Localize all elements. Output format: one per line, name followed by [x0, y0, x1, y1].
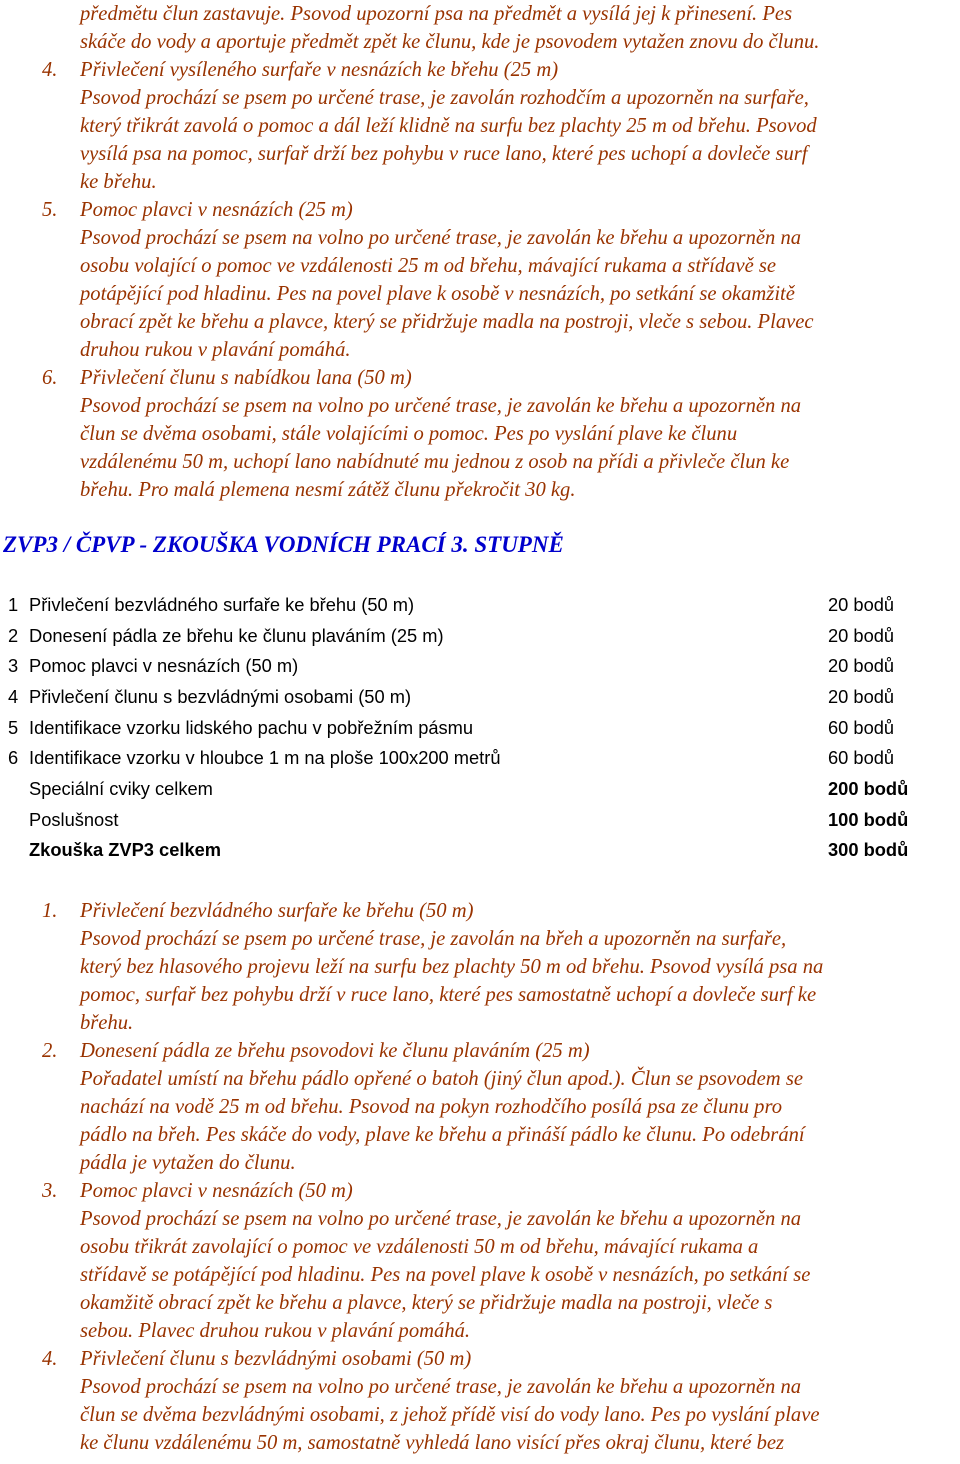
row-number: 2 — [8, 625, 19, 646]
text-line: ke člunu vzdálenému 50 m, samostatně vyhledá lano visící přes okraj člunu, které bez — [80, 1432, 785, 1454]
row-label: Přivlečení bezvládného surfaře ke břehu (50 m) — [29, 594, 415, 615]
text-line: předmětu člun zastavuje. Psovod upozorní psa na předmět a vysílá jej k přinesení. Pes — [80, 3, 793, 25]
row-points: 60 bodů — [828, 717, 895, 738]
text-line: vzdálenému 50 m, uchopí lano nabídnuté mu jednou z osob na přídi a přivleče člun ke — [80, 451, 790, 473]
row-label: Identifikace vzorku v hloubce 1 m na ploše 100x200 metrů — [29, 747, 501, 768]
text-line: střídavě se potápějící pod hladinu. Pes na povel plave k osobě v nesnázích, po setkání se — [80, 1264, 811, 1286]
text-line: osobu třikrát zavolající o pomoc ve vzdálenosti 50 m od břehu, mávající rukama a — [80, 1236, 759, 1258]
item-number: 1. — [42, 900, 58, 922]
text-line: sebou. Plavec druhou rukou v plavání pomáhá. — [80, 1320, 471, 1342]
item-number: 4. — [42, 59, 58, 81]
item-number: 5. — [42, 199, 58, 221]
text-line: vysílá psa na pomoc, surfař drží bez pohybu v ruce lano, které pes uchopí a dovleče surf — [80, 143, 808, 165]
item-title: Pomoc plavci v nesnázích (50 m) — [80, 1180, 353, 1202]
section-heading: ZVP3 / ČPVP - ZKOUŠKA VODNÍCH PRACÍ 3. STUPNĚ — [3, 532, 564, 557]
row-label: Identifikace vzorku lidského pachu v pobřežním pásmu — [29, 717, 474, 738]
row-label: Přivlečení člunu s bezvládnými osobami (50 m) — [29, 686, 412, 707]
item-title: Přivlečení bezvládného surfaře ke břehu (50 m) — [80, 900, 474, 922]
text-line: potápějící pod hladinu. Pes na povel plave k osobě v nesnázích, po setkání se okamžitě — [80, 283, 795, 305]
item-title: Donesení pádla ze břehu psovodovi ke člunu plaváním (25 m) — [80, 1040, 590, 1062]
row-points: 60 bodů — [828, 747, 895, 768]
summary-points: 200 bodů — [828, 778, 909, 799]
text-line: který bez hlasového projevu leží na surfu bez plachty 50 m od břehu. Psovod vysílá psa na — [80, 956, 824, 978]
text-line: který třikrát zavolá o pomoc a dál leží klidně na surfu bez plachty 25 m od břehu. Psovod — [80, 115, 817, 137]
text-line: Pořadatel umístí na břehu pádlo opřené o batoh (jiný člun apod.). Člun se psovodem se — [80, 1068, 803, 1090]
text-line: okamžitě obrací zpět ke břehu a plavce, který se přidržuje madla na postroji, vleče s — [80, 1292, 773, 1314]
summary-points: 300 bodů — [828, 839, 909, 860]
summary-points: 100 bodů — [828, 809, 909, 830]
text-line: Psovod prochází se psem na volno po určené trase, je zavolán ke břehu a upozorněn na — [80, 1376, 802, 1398]
item-number: 2. — [42, 1040, 58, 1062]
row-number: 5 — [8, 717, 19, 738]
text-line: druhou rukou v plavání pomáhá. — [80, 339, 351, 361]
row-label: Donesení pádla ze břehu ke člunu plaváním (25 m) — [29, 625, 444, 646]
row-points: 20 bodů — [828, 625, 895, 646]
row-number: 1 — [8, 594, 19, 615]
text-line: Psovod prochází se psem po určené trase, je zavolán na břeh a upozorněn na surfaře, — [80, 928, 787, 950]
text-line: pomoc, surfař bez pohybu drží v ruce lano, které pes samostatně uchopí a dovleče surf ke — [80, 984, 817, 1006]
text-line: skáče do vody a aportuje předmět zpět ke člunu, kde je psovodem vytažen znovu do člunu. — [80, 31, 820, 53]
item-number: 4. — [42, 1348, 58, 1370]
text-line: člun se dvěma osobami, stále volajícími o pomoc. Pes po vyslání plave ke člunu — [80, 423, 738, 445]
text-line: břehu. — [80, 1012, 134, 1034]
item-title: Pomoc plavci v nesnázích (25 m) — [80, 199, 353, 221]
text-line: obrací zpět ke břehu a plavce, který se přidržuje madla na postroji, vleče s sebou. Plavec — [80, 311, 814, 333]
row-number: 3 — [8, 655, 19, 676]
item-title: Přivlečení člunu s bezvládnými osobami (50 m) — [80, 1348, 472, 1370]
text-line: člun se dvěma bezvládnými osobami, z jehož přídě visí do vody lano. Pes po vyslání plave — [80, 1404, 820, 1426]
item-number: 3. — [42, 1180, 58, 1202]
item-title: Přivlečení člunu s nabídkou lana (50 m) — [80, 367, 412, 389]
row-points: 20 bodů — [828, 594, 895, 615]
item-title: Přivlečení vysíleného surfaře v nesnázích ke břehu (25 m) — [80, 59, 559, 81]
summary-label: Speciální cviky celkem — [29, 778, 213, 799]
row-points: 20 bodů — [828, 686, 895, 707]
row-label: Pomoc plavci v nesnázích (50 m) — [29, 655, 299, 676]
text-line: ke břehu. — [80, 171, 157, 193]
text-line: břehu. Pro malá plemena nesmí zátěž člunu překročit 30 kg. — [80, 479, 576, 501]
item-number: 6. — [42, 367, 58, 389]
text-line: osobu volající o pomoc ve vzdálenosti 25 m od břehu, mávající rukama a střídavě se — [80, 255, 777, 277]
text-line: Psovod prochází se psem po určené trase, je zavolán rozhodčím a upozorněn na surfaře, — [80, 87, 809, 109]
text-line: Psovod prochází se psem na volno po určené trase, je zavolán ke břehu a upozorněn na — [80, 395, 802, 417]
row-points: 20 bodů — [828, 655, 895, 676]
text-line: Psovod prochází se psem na volno po určené trase, je zavolán ke břehu a upozorněn na — [80, 227, 802, 249]
summary-label: Poslušnost — [29, 809, 119, 830]
summary-label: Zkouška ZVP3 celkem — [29, 839, 222, 860]
text-line: pádla je vytažen do člunu. — [80, 1152, 296, 1174]
text-line: Psovod prochází se psem na volno po určené trase, je zavolán ke břehu a upozorněn na — [80, 1208, 802, 1230]
text-line: nachází na vodě 25 m od břehu. Psovod na pokyn rozhodčího posílá psa ze člunu pro — [80, 1096, 783, 1118]
row-number: 4 — [8, 686, 19, 707]
text-line: pádlo na břeh. Pes skáče do vody, plave ke břehu a přináší pádlo ke člunu. Po odebrání — [80, 1124, 805, 1146]
row-number: 6 — [8, 747, 19, 768]
